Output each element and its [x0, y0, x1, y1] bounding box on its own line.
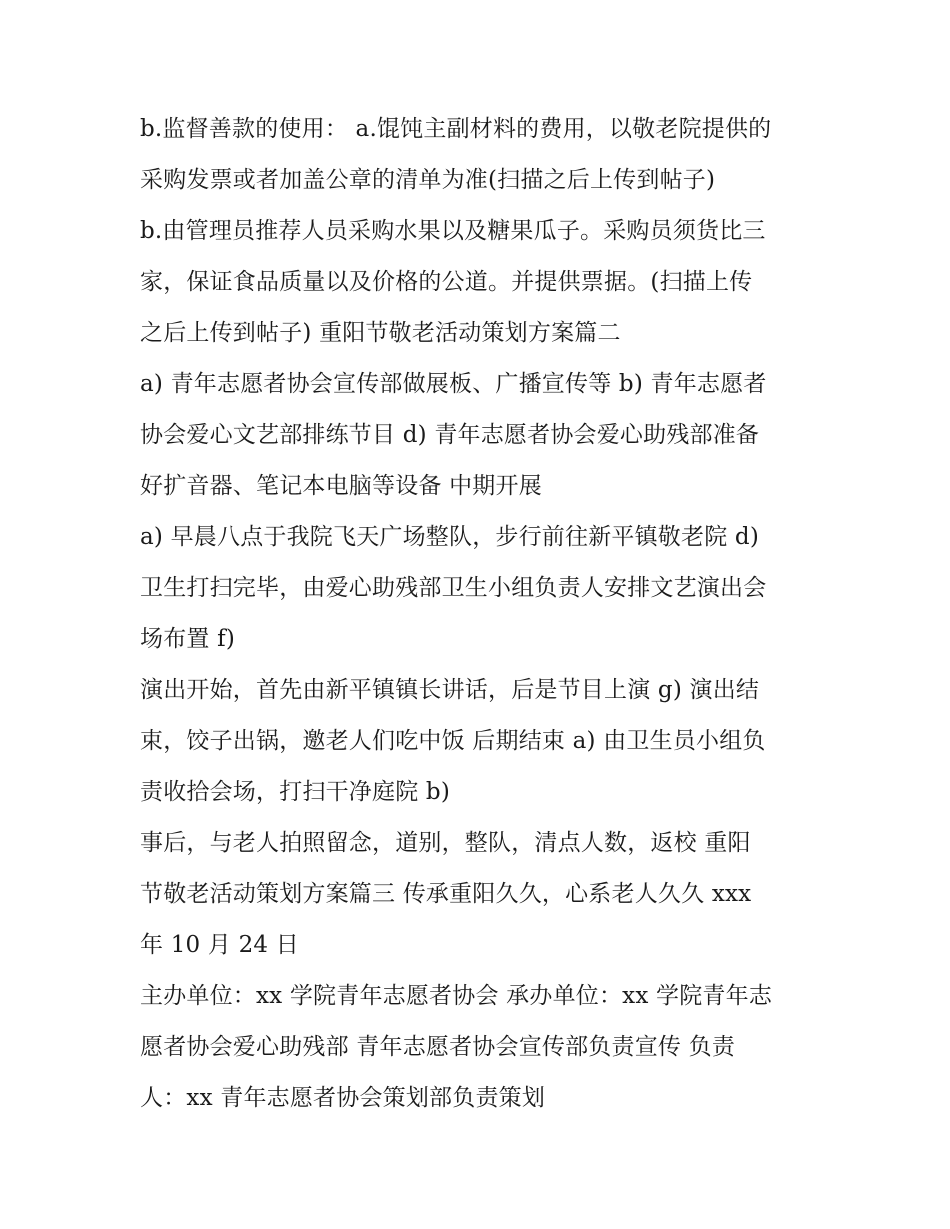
text-line: 演出开始，首先由新平镇镇长讲话，后是节目上演 g) 演出结 [140, 677, 760, 703]
text-line: 主办单位：xx 学院青年志愿者协会 承办单位：xx 学院青年志 [140, 983, 773, 1009]
text-line: 节敬老活动策划方案篇三 传承重阳久久，心系老人久久 xxx [140, 881, 752, 907]
text-line: 好扩音器、笔记本电脑等设备 中期开展 [140, 473, 542, 499]
text-line: 协会爱心文艺部排练节目 d) 青年志愿者协会爱心助残部准备 [140, 422, 760, 448]
text-line: 场布置 f) [140, 626, 235, 652]
body-text [140, 104, 820, 1124]
text-line: b.由管理员推荐人员采购水果以及糖果瓜子。采购员须货比三 [140, 218, 766, 244]
text-line: 采购发票或者加盖公章的清单为准(扫描之后上传到帖子) [140, 167, 716, 193]
text-line: 家，保证食品质量以及价格的公道。并提供票据。(扫描上传 [140, 269, 753, 295]
text-line: 事后，与老人拍照留念，道别，整队，清点人数，返校 重阳 [140, 830, 751, 856]
text-line: 束，饺子出锅，邀老人们吃中饭 后期结束 a) 由卫生员小组负 [140, 728, 766, 754]
text-line: 责收拾会场，打扫干净庭院 b) [140, 779, 451, 805]
text-line: 年 10 月 24 日 [140, 932, 299, 958]
text-line: 之后上传到帖子) 重阳节敬老活动策划方案篇二 [140, 320, 621, 346]
text-line: a) 早晨八点于我院飞天广场整队，步行前往新平镇敬老院 d) [140, 524, 760, 550]
text-line: b.监督善款的使用： a.馄饨主副材料的费用，以敬老院提供的 [140, 116, 772, 142]
text-line: 人：xx 青年志愿者协会策划部负责策划 [140, 1085, 546, 1111]
text-line: 卫生打扫完毕，由爱心助残部卫生小组负责人安排文艺演出会 [140, 575, 767, 601]
text-line: a) 青年志愿者协会宣传部做展板、广播宣传等 b) 青年志愿者 [140, 371, 767, 397]
text-line: 愿者协会爱心助残部 青年志愿者协会宣传部负责宣传 负责 [140, 1034, 736, 1060]
